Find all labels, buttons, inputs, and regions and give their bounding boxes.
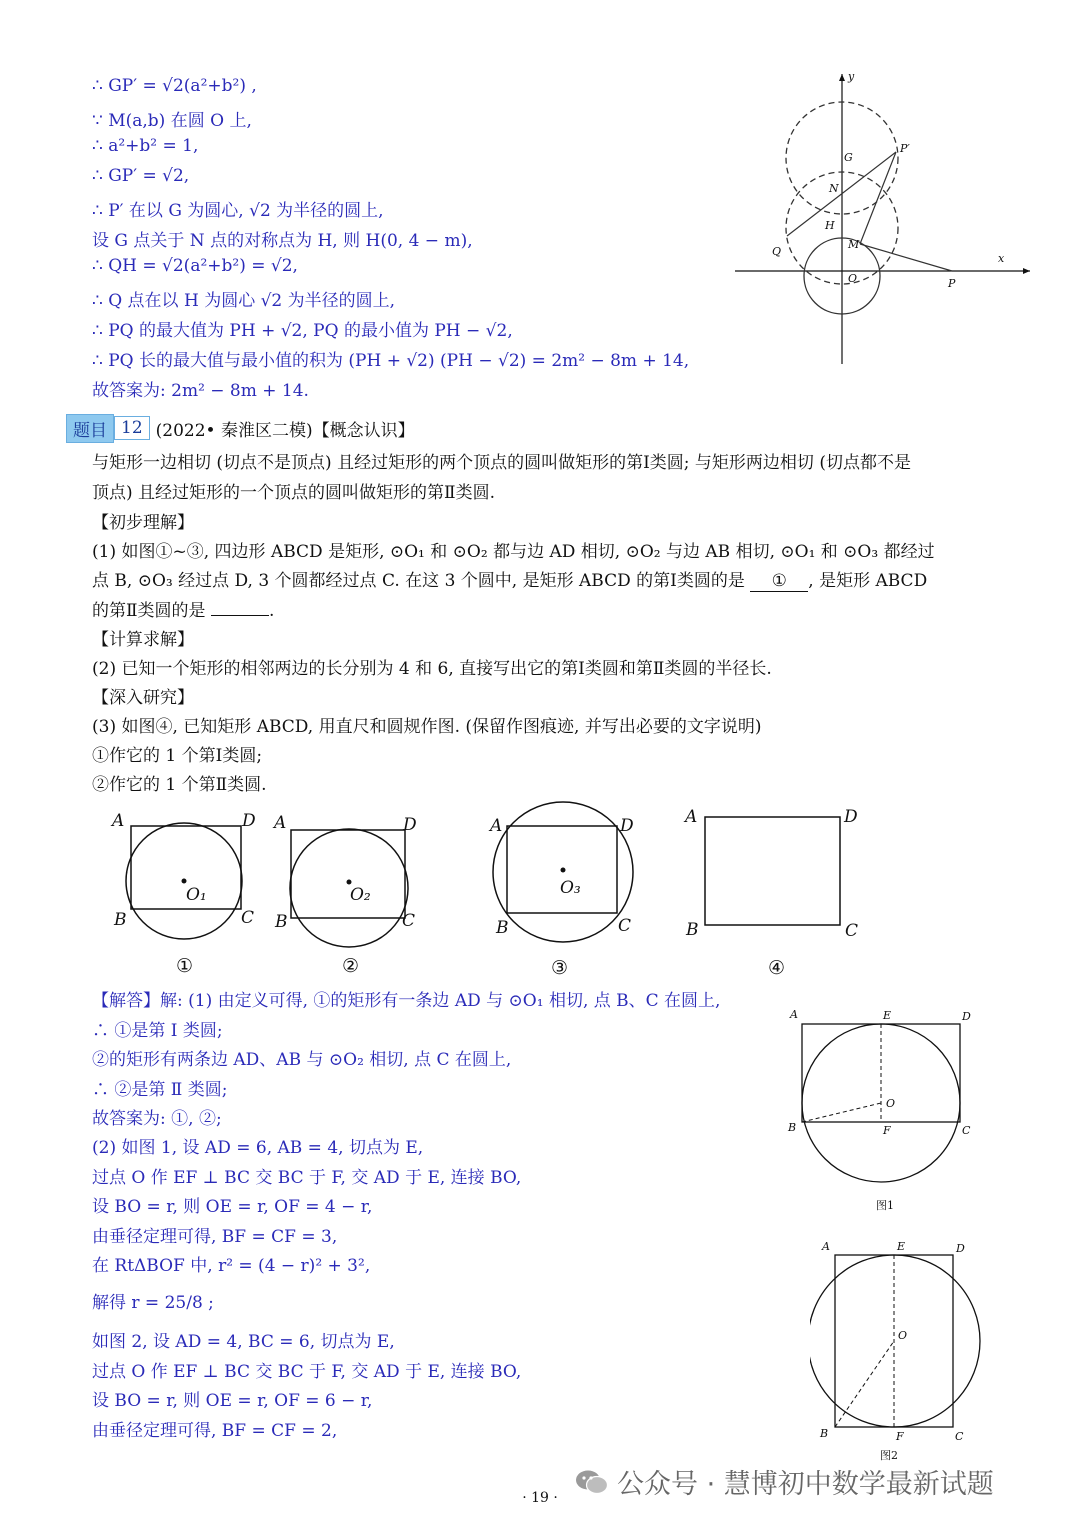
problem-tag: [66, 415, 415, 441]
answer-line: ∴ ②是第 Ⅱ 类圆;: [92, 1080, 228, 1100]
solution-line: 设 G 点关于 N 点的对称点为 H, 则 H(0, 4 − m),: [92, 231, 473, 251]
answer-line: 设 BO = r, 则 OE = r, OF = 6 − r,: [92, 1391, 373, 1411]
vertex-B: B: [275, 912, 288, 932]
vertex-A: A: [490, 816, 503, 836]
question-text: .: [268, 601, 275, 621]
solution-line: ∴ Q 点在以 H 为圆心 √2 为半径的圆上,: [92, 291, 396, 311]
answer-line: 故答案为: ①, ②;: [92, 1109, 222, 1129]
question-text: , 是矩形 ABCD: [808, 571, 928, 591]
figure-3: [488, 802, 634, 979]
center-O3: O₃: [560, 878, 581, 898]
point-O: O: [898, 1329, 908, 1342]
point-F: F: [883, 1124, 891, 1137]
axis-x-label: x: [998, 252, 1005, 265]
question-line: (1) 如图①~③, 四边形 ABCD 是矩形, ⊙O₁ 和 ⊙O₂ 都与边 AD 相切, ⊙O₂ 与边 AB 相切, ⊙O₁ 和 ⊙O₃ 都经过: [92, 542, 935, 562]
point-label-P: P: [948, 277, 956, 290]
figure-label-3: ③: [551, 957, 569, 979]
question-line: (3) 如图④, 已知矩形 ABCD, 用直尺和圆规作图. (保留作图痕迹, 并写出必要的文字说明): [92, 717, 762, 737]
figure-2: [272, 813, 417, 977]
point-label-N: N: [829, 182, 839, 195]
problem-figures: [100, 800, 880, 985]
problem-tag-label: 题目: [66, 414, 114, 443]
figure-caption-1: 图1: [876, 1199, 894, 1212]
answer-line: 设 BO = r, 则 OE = r, OF = 4 − r,: [92, 1197, 373, 1217]
vertex-D: D: [844, 807, 858, 827]
answer-line: 解得 r = 25/8 ;: [92, 1293, 214, 1313]
answer-line: 由垂径定理可得, BF = CF = 3,: [92, 1227, 338, 1247]
section-heading: 【深入研究】: [92, 688, 194, 708]
figure-4: [683, 807, 858, 979]
solution-line: ∴ a²+b² = 1,: [92, 136, 199, 156]
figure-label-4: ④: [768, 957, 786, 979]
solution-line: ∴ PQ 的最大值为 PH + √2, PQ 的最小值为 PH − √2,: [92, 321, 513, 341]
definition-line: 与矩形一边相切 (切点不是顶点) 且经过矩形的两个顶点的圆叫做矩形的第Ⅰ类圆; 与矩形两边相切 (切点都不是: [92, 453, 911, 473]
answer-blank-2: [211, 615, 269, 616]
point-O: O: [886, 1097, 896, 1110]
section-heading: 【计算求解】: [92, 630, 194, 650]
point-F: F: [896, 1430, 904, 1443]
section-heading: 【初步理解】: [92, 513, 194, 533]
point-D: D: [956, 1242, 965, 1255]
answer-line: 过点 O 作 EF ⊥ BC 交 BC 于 F, 交 AD 于 E, 连接 BO,: [92, 1168, 522, 1188]
center-O2: O₂: [350, 885, 371, 905]
point-B: B: [820, 1427, 829, 1440]
answer-blank-1: ①: [750, 571, 808, 592]
vertex-C: C: [845, 921, 859, 941]
point-A: A: [790, 1008, 798, 1021]
solution-line: ∴ P′ 在以 G 为圆心, √2 为半径的圆上,: [92, 201, 384, 221]
point-label-G: G: [844, 151, 853, 164]
answer-line: 【解答】解: (1) 由定义可得, ①的矩形有一条边 AD 与 ⊙O₁ 相切, 点 B、C 在圆上,: [92, 991, 721, 1011]
definition-line: 顶点) 且经过矩形的一个顶点的圆叫做矩形的第Ⅱ类圆.: [92, 483, 495, 503]
problem-source: (2022• 秦淮区二模)【概念认识】: [155, 420, 415, 441]
page-number: · 19 ·: [522, 1490, 558, 1506]
solution-line: ∴ GP′ = √2,: [92, 166, 190, 186]
coordinate-figure: [730, 66, 1040, 371]
point-label-P-prime: P′: [900, 142, 910, 155]
axis-y-label: y: [848, 70, 855, 83]
answer-line: ∴ ①是第 Ⅰ 类圆;: [92, 1021, 223, 1041]
center-O1: O₁: [186, 885, 207, 905]
vertex-A: A: [274, 813, 287, 833]
answer-line: (2) 如图 1, 设 AD = 6, AB = 4, 切点为 E,: [92, 1138, 424, 1158]
answer-figure-2: [810, 1232, 1000, 1462]
vertex-A: A: [112, 811, 125, 831]
vertex-B: B: [496, 918, 509, 938]
answer-line: 在 RtΔBOF 中, r² = (4 − r)² + 3²,: [92, 1256, 371, 1276]
figure-label-2: ②: [342, 955, 360, 977]
point-A: A: [822, 1240, 830, 1253]
vertex-D: D: [620, 816, 634, 836]
answer-line: 如图 2, 设 AD = 4, BC = 6, 切点为 E,: [92, 1332, 395, 1352]
vertex-C: C: [241, 908, 255, 928]
vertex-D: D: [242, 811, 256, 831]
solution-line: ∴ PQ 长的最大值与最小值的积为 (PH + √2) (PH − √2) = 2m² − 8m + 14,: [92, 351, 690, 371]
vertex-B: B: [114, 910, 127, 930]
vertex-D: D: [403, 815, 417, 835]
question-line: [92, 596, 274, 621]
figure-1: [110, 811, 256, 977]
solution-line: ∵ M(a,b) 在圆 O 上,: [92, 111, 252, 131]
point-E: E: [883, 1009, 892, 1022]
point-C: C: [962, 1124, 971, 1137]
question-line: [92, 566, 927, 592]
question-line: ①作它的 1 个第Ⅰ类圆;: [92, 746, 263, 766]
vertex-A: A: [685, 807, 698, 827]
solution-line: ∴ GP′ = √2(a²+b²) ,: [92, 76, 257, 96]
answer-line: 过点 O 作 EF ⊥ BC 交 BC 于 F, 交 AD 于 E, 连接 BO,: [92, 1362, 522, 1382]
point-C: C: [955, 1430, 964, 1443]
question-line: (2) 已知一个矩形的相邻两边的长分别为 4 和 6, 直接写出它的第Ⅰ类圆和第Ⅱ类圆的半径长.: [92, 659, 772, 679]
question-text: 点 B, ⊙O₃ 经过点 D, 3 个圆都经过点 C. 在这 3 个圆中, 是矩形 ABCD 的第Ⅰ类圆的是: [92, 571, 745, 591]
vertex-C: C: [402, 911, 416, 931]
solution-line: 故答案为: 2m² − 8m + 14.: [92, 381, 309, 401]
point-B: B: [788, 1121, 797, 1134]
answer-figure-1: [780, 1000, 980, 1215]
watermark-text: 公众号 · 慧博初中数学最新试题: [617, 1469, 994, 1500]
answer-line: 由垂径定理可得, BF = CF = 2,: [92, 1421, 338, 1441]
point-label-M: M: [848, 238, 860, 251]
point-E: E: [897, 1240, 906, 1253]
point-D: D: [962, 1010, 971, 1023]
figure-label-1: ①: [176, 955, 194, 977]
vertex-C: C: [618, 916, 632, 936]
point-label-Q: Q: [772, 245, 782, 258]
question-line: ②作它的 1 个第Ⅱ类圆.: [92, 775, 267, 795]
vertex-B: B: [686, 920, 699, 940]
question-text: 的第Ⅱ类圆的是: [92, 601, 206, 621]
solution-line: ∴ QH = √2(a²+b²) = √2,: [92, 256, 298, 276]
problem-tag-number: 12: [114, 416, 150, 440]
point-label-O: O: [848, 272, 858, 285]
answer-line: ②的矩形有两条边 AD、AB 与 ⊙O₂ 相切, 点 C 在圆上,: [92, 1050, 512, 1070]
figure-caption-2: 图2: [880, 1449, 898, 1462]
point-label-H: H: [825, 219, 835, 232]
